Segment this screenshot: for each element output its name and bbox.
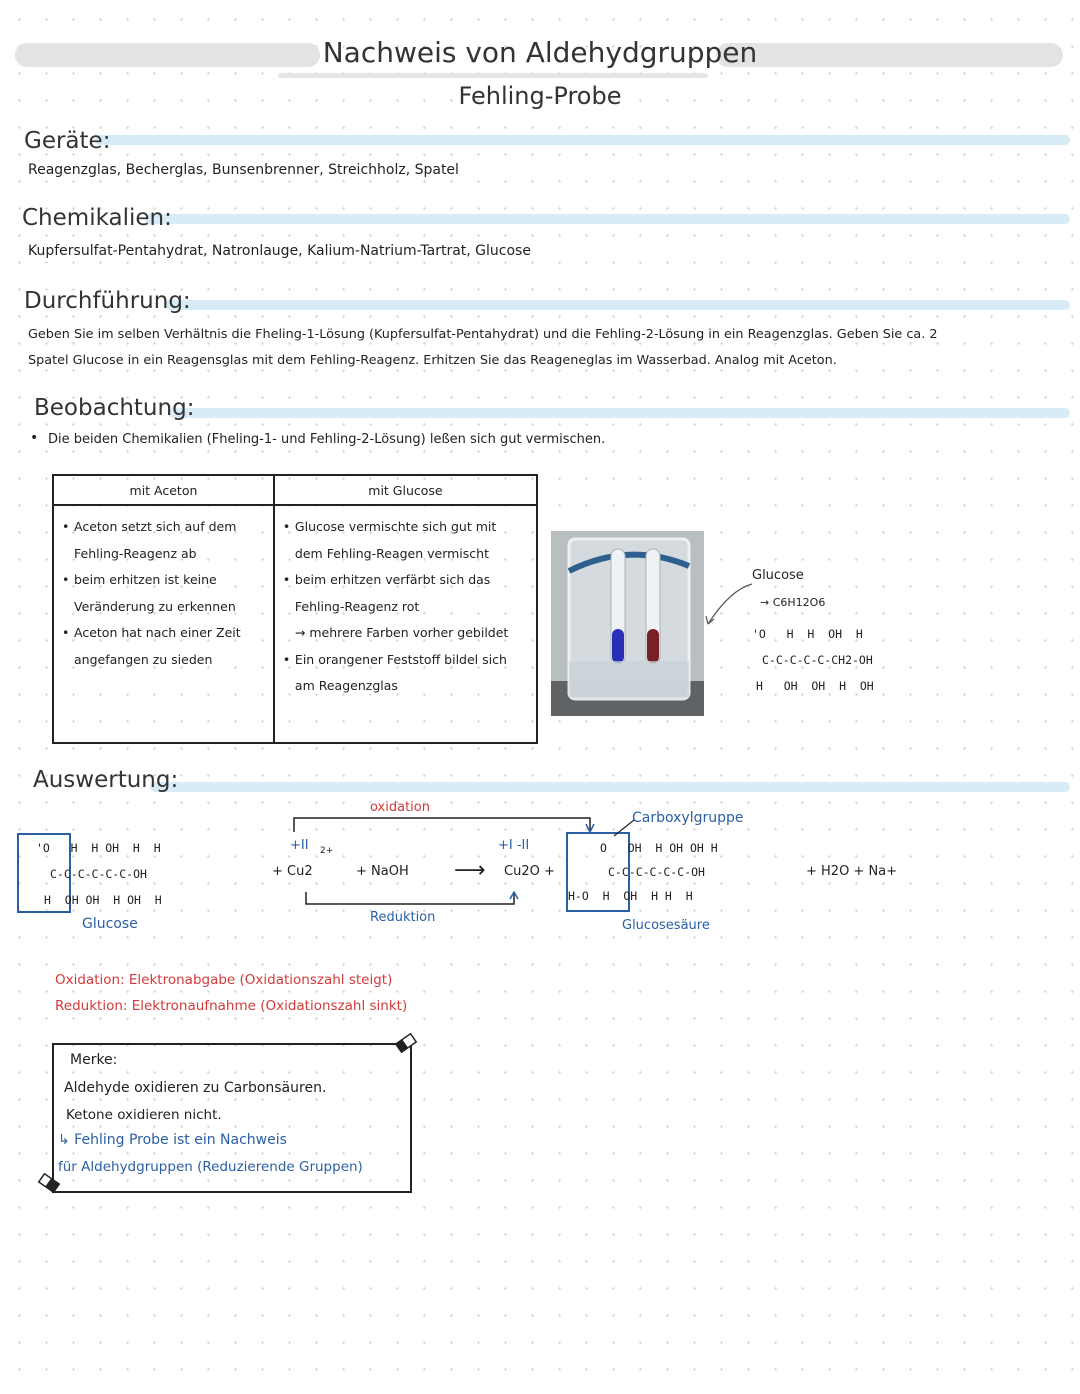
observation-table bbox=[52, 474, 538, 744]
eraser-icon bbox=[393, 1032, 421, 1056]
aceton-item: • Aceton hat nach einer Zeit angefangen zu sieden bbox=[74, 620, 263, 673]
products: + H2O + Na+ bbox=[806, 864, 898, 879]
acid-row-mid: C-C-C-C-C-C-OH bbox=[608, 865, 705, 879]
glucose-item: → mehrere Farben vorher gebildet bbox=[294, 625, 509, 640]
reduktion-definition: Reduktion: Elektronaufnahme (Oxidationszahl sinkt) bbox=[55, 998, 408, 1014]
table-header-aceton: mit Aceton bbox=[53, 475, 274, 505]
glucose-name: Glucose bbox=[82, 916, 138, 932]
glucose-item: • Ein orangener Feststoff bildel sich am Reagenzglas bbox=[295, 647, 526, 700]
aceton-item: • Aceton setzt sich auf dem Fehling-Reagenz ab bbox=[74, 514, 263, 567]
heading-auswertung: Auswertung: bbox=[33, 767, 179, 793]
table-cell-aceton bbox=[53, 505, 274, 743]
durchfuehrung-line1: Geben Sie im selben Verhältnis die Fheling-1-Lösung (Kupfersulfat-Pentahydrat) und die Fehling-2-Lösung in ein Reagenzglas. Geben Sie ca. 2 bbox=[28, 327, 938, 342]
reduktion-bracket bbox=[300, 890, 530, 910]
title-underline bbox=[278, 73, 708, 78]
oxidation-definition: Oxidation: Elektronabgabe (Oxidationszahl steigt) bbox=[55, 972, 393, 988]
highlight-chemikalien bbox=[145, 214, 1070, 224]
glucose-row-mid: C-C-C-C-C-C-OH bbox=[50, 867, 147, 881]
highlight-auswertung bbox=[150, 782, 1070, 792]
carboxyl-label: Carboxylgruppe bbox=[632, 810, 744, 826]
page-title: Nachweis von Aldehydgruppen bbox=[322, 36, 758, 69]
cu-ion: + Cu2 bbox=[272, 864, 313, 879]
cu2o: Cu2O + bbox=[504, 864, 555, 879]
highlight-geraete bbox=[95, 135, 1070, 145]
eraser-icon-2 bbox=[36, 1172, 64, 1196]
beaker-illustration bbox=[551, 531, 704, 716]
glucose-pointer-arrow bbox=[700, 580, 760, 630]
reaction-arrow: ⟶ bbox=[454, 858, 486, 883]
glucose-row-top: 'O H H OH H H bbox=[36, 841, 161, 855]
heading-beobachtung: Beobachtung: bbox=[34, 395, 195, 421]
highlight-durchfuehrung bbox=[165, 300, 1070, 310]
beobachtung-bullet: Die beiden Chemikalien (Fheling-1- und Fehling-2-Lösung) leßen sich gut vermischen. bbox=[48, 432, 606, 447]
reduktion-label: Reduktion bbox=[370, 910, 436, 925]
heading-chemikalien: Chemikalien: bbox=[22, 205, 172, 231]
merke-line4: für Aldehydgruppen (Reduzierende Gruppen) bbox=[58, 1159, 363, 1175]
acid-row-top: O OH H OH OH H bbox=[600, 841, 718, 855]
ox-number-cu: +II bbox=[290, 838, 309, 853]
geraete-text: Reagenzglas, Becherglas, Bunsenbrenner, Streichholz, Spatel bbox=[28, 162, 459, 178]
glucose-row-bot: H OH OH H OH H bbox=[44, 893, 162, 907]
heading-durchfuehrung: Durchführung: bbox=[24, 288, 191, 314]
glucose-side-formula: → C6H12O6 bbox=[760, 596, 826, 609]
highlight-beobachtung bbox=[168, 408, 1070, 418]
merke-line3: ↳ Fehling Probe ist ein Nachweis bbox=[58, 1132, 287, 1148]
table-cell-glucose bbox=[274, 505, 537, 743]
oxidation-label: oxidation bbox=[370, 800, 430, 815]
merke-line1: Aldehyde oxidieren zu Carbonsäuren. bbox=[64, 1080, 327, 1096]
glucosesaeure-name: Glucosesäure bbox=[622, 918, 710, 933]
page-subtitle: Fehling-Probe bbox=[458, 82, 622, 110]
charge-cu: 2+ bbox=[320, 846, 334, 856]
glucose-side-label: Glucose bbox=[752, 568, 804, 583]
acid-row-bot: H-O H OH H H H bbox=[568, 889, 693, 903]
merke-title: Merke: bbox=[70, 1052, 118, 1068]
durchfuehrung-line2: Spatel Glucose in ein Reagensglas mit dem Fehling-Reagenz. Erhitzen Sie das Reageneglas im Wasserbad. Analog mit Aceton. bbox=[28, 353, 837, 368]
glucose-side-row-bot: H OH OH H OH bbox=[756, 679, 874, 693]
glucose-item: • Glucose vermischte sich gut mit dem Fehling-Reagen vermischt bbox=[295, 514, 526, 567]
glucose-side-row-mid: C-C-C-C-C-CH2-OH bbox=[762, 653, 873, 667]
naoh: + NaOH bbox=[356, 864, 409, 879]
heading-geraete: Geräte: bbox=[24, 128, 111, 154]
chemikalien-text: Kupfersulfat-Pentahydrat, Natronlauge, Kalium-Natrium-Tartrat, Glucose bbox=[28, 243, 531, 259]
glucose-side-row-top: 'O H H OH H bbox=[752, 627, 863, 641]
carboxyl-pointer bbox=[610, 818, 640, 840]
beobachtung-bullet-dot: • bbox=[30, 430, 39, 446]
table-header-glucose: mit Glucose bbox=[274, 475, 537, 505]
oxidation-bracket bbox=[290, 812, 610, 834]
merke-line2: Ketone oxidieren nicht. bbox=[66, 1107, 222, 1123]
aceton-item: • beim erhitzen ist keine Veränderung zu erkennen bbox=[74, 567, 263, 620]
ox-numbers-product: +I -II bbox=[498, 838, 530, 853]
experiment-photo bbox=[551, 531, 704, 716]
glucose-item: • beim erhitzen verfärbt sich das Fehling-Reagenz rot bbox=[295, 567, 526, 620]
